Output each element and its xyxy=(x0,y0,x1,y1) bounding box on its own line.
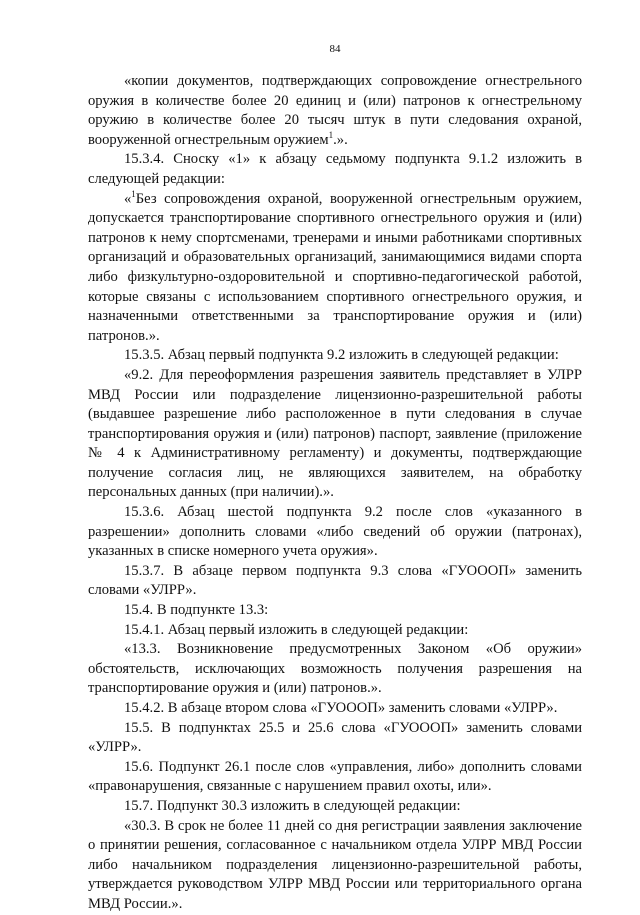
footnote-marker: 1 xyxy=(328,129,334,140)
paragraph-15-3-6: 15.3.6. Абзац шестой подпункта 9.2 после слов «указанного в разрешении» дополнить словами «либо сведений об оружии (патронах), указанных в списке номерного учета оружия». xyxy=(88,504,582,560)
paragraph-footnote-text: «$^1$Без сопровождения охраной, вооруженной огнестрельным оружием, допускается транспортирование спортивного огнестрельного оружия и (или) патронов к нему спортсменами, тренерами и иными работниками спортивных организаций и образовательных организаций, занимающимися видами спорта либо физкультурно-оздоровительной и спортивно-педагогической работой, которые связаны с использованием спортивного огнестрельного оружия, и назначенными ответственными за транспортирование оружия и (или) патронов.». xyxy=(88,188,582,344)
paragraph-9-2: «9.2. Для переоформления разрешения заявитель представляет в УЛРР МВД России или подразделение лицензионно-разрешительной работы (выдавшее разрешение либо расположенное в пути следования в случае транспортирования оружия и (или) патронов) паспорт, заявление (приложение № 4 к Административному регламенту) и документы, подтверждающие получение согласия лиц, не являющихся заявителем, на обработку персональных данных (при наличии).». xyxy=(88,366,582,501)
paragraph-30-3: «30.3. В срок не более 11 дней со дня регистрации заявления заключение о принятии решения, согласованное с начальником отдела УЛРР МВД России либо начальником подразделения лицензионно-разрешительной работы, утверждается руководством УЛРР МВД России или территориального органа МВД России.». xyxy=(88,817,582,912)
paragraph-15-4-1: 15.4.1. Абзац первый изложить в следующей редакции: xyxy=(124,621,469,638)
paragraph-copies-documents: «копии документов, подтверждающих сопровождение огнестрельного оружия в количестве более 20 единиц и (или) патронов к огнестрельному оружию в количестве более 20 тысяч штук в пути следования охраной, вооруженной огнестрельным оружием$^1$.». xyxy=(88,73,582,148)
paragraph-15-6: 15.6. Подпункт 26.1 после слов «управления, либо» дополнить словами «правонарушения, связанные с нарушением правил охоты, или». xyxy=(88,758,582,795)
paragraph-15-4: 15.4. В подпункте 13.3: xyxy=(124,602,269,619)
paragraph-15-3-4: 15.3.4. Сноску «1» к абзацу седьмому подпункта 9.1.2 изложить в следующей редакции: xyxy=(88,151,582,187)
paragraph-15-3-7: 15.3.7. В абзаце первом подпункта 9.3 слова «ГУОООП» заменить словами «УЛРР». xyxy=(88,562,582,599)
paragraph-15-4-2: 15.4.2. В абзаце втором слова «ГУОООП» заменить словами «УЛРР». xyxy=(124,700,558,716)
footnote-marker: 1 xyxy=(131,188,136,199)
paragraph-15-5: 15.5. В подпунктах 25.5 и 25.6 слова «ГУОООП» заменить словами «УЛРР». xyxy=(88,719,582,756)
paragraph-13-3: «13.3. Возникновение предусмотренных Законом «Об оружии» обстоятельств, исключающих возможность получения разрешения на транспортирование оружия и (или) патронов.». xyxy=(88,641,582,697)
paragraph-15-3-5: 15.3.5. Абзац первый подпункта 9.2 изложить в следующей редакции: xyxy=(124,347,559,364)
paragraph-15-7: 15.7. Подпункт 30.3 изложить в следующей редакции: xyxy=(124,797,461,814)
page-number: 84 xyxy=(329,43,341,55)
